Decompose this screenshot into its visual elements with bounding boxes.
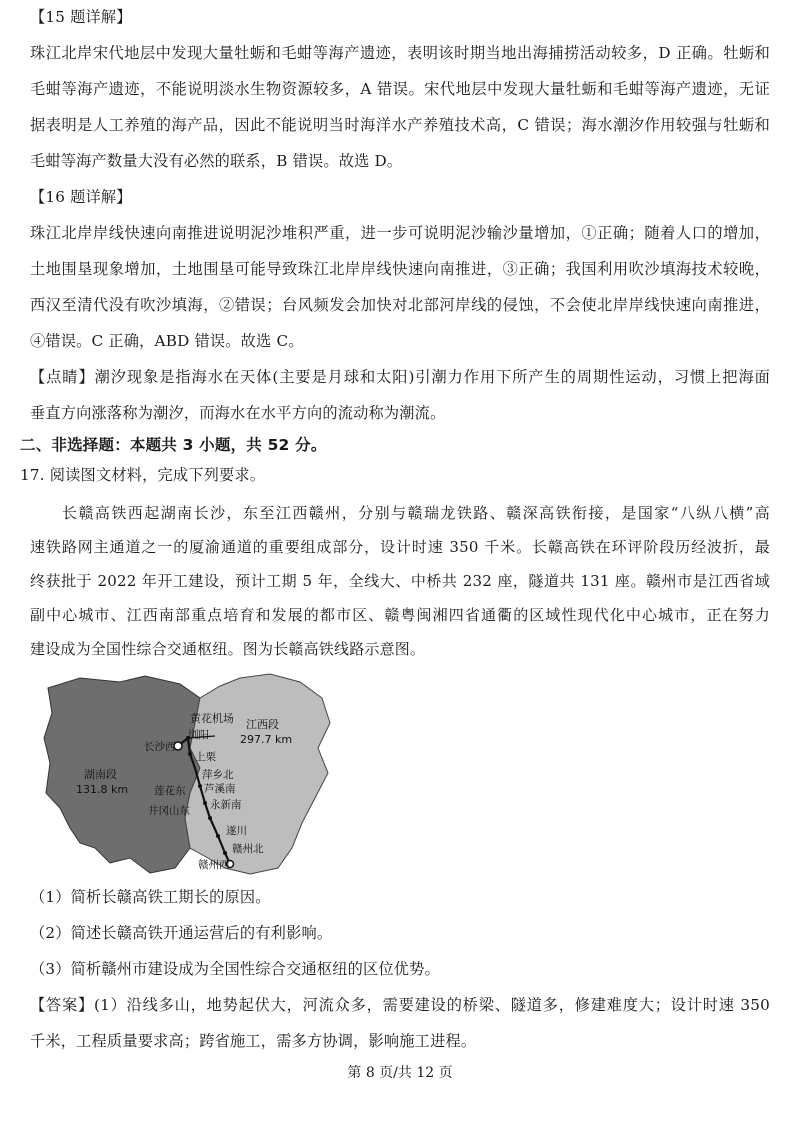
hunan-region — [44, 676, 200, 873]
q17-answer-line-2: 千米，工程质量要求高；跨省施工，需多方协调，影响施工进程。 — [30, 1032, 477, 1050]
q16-line-1: 珠江北岸岸线快速向南推进说明泥沙堆积严重，进一步可说明泥沙输沙量增加，①正确；随着人口的增加， — [30, 224, 770, 242]
map-label-suichuan: 遂川 — [226, 825, 247, 837]
q16-title: 【16 题详解】 — [30, 188, 132, 206]
map-label-jiangxi-length: 297.7 km — [240, 733, 293, 746]
part2-heading: 二、非选择题：本题共 3 小题，共 52 分。 — [20, 436, 327, 454]
pingxiang-marker — [198, 784, 202, 788]
suichuan-marker — [216, 834, 220, 838]
q17-question-1: （1）简析长赣高铁工期长的原因。 — [30, 888, 271, 906]
map-label-liuyang: 浏阳 — [188, 729, 209, 741]
map-label-hunan-length: 131.8 km — [76, 783, 129, 796]
page-footer: 第 8 页/共 12 页 — [347, 1065, 453, 1081]
q17-intro: 17. 阅读图文材料，完成下列要求。 — [20, 466, 266, 484]
map-label-lianhua-east: 莲花东 — [154, 785, 186, 797]
q17-material-line-4: 副中心城市、江西南部重点培育和发展的都市区、赣粤闽湘四省通衢的区域性现代化中心城市，正在努力 — [30, 606, 770, 624]
q15-line-2: 毛蚶等海产遗迹，不能说明淡水生物资源较多，A 错误。宋代地层中发现大量牡蛎和毛蚶等海产遗迹，无证 — [30, 80, 770, 98]
yongxin-marker — [208, 816, 212, 820]
q17-material-line-5: 建设成为全国性综合交通枢纽。图为长赣高铁线路示意图。 — [30, 640, 426, 658]
q17-material-line-1: 长赣高铁西起湖南长沙，东至江西赣州，分别与赣瑞龙铁路、赣深高铁衔接，是国家“八纵八横”高 — [62, 504, 770, 522]
liuyang-marker — [188, 752, 192, 756]
map-label-jinggangshan-east: 井冈山东 — [148, 805, 190, 817]
map-label-shangli: 上栗 — [195, 751, 216, 763]
map-label-changsha-west: 长沙西 — [144, 741, 176, 753]
map-label-pingxiang-north: 萍乡北 — [202, 769, 234, 781]
ganzhou-north-marker — [223, 851, 227, 855]
map-label-huanghua: 黄花机场 — [190, 712, 234, 725]
railway-map-svg — [40, 668, 340, 878]
railway-route-map — [40, 668, 340, 878]
tip-line-1: 【点睛】潮汐现象是指海水在天体(主要是月球和太阳)引潮力作用下所产生的周期性运动，习惯上把海面 — [30, 368, 770, 386]
q15-line-3: 据表明是人工养殖的海产品，因此不能说明当时海洋水产养殖技术高，C 错误；海水潮汐作用较强与牡蛎和 — [30, 116, 770, 134]
q16-line-4: ④错误。C 正确，ABD 错误。故选 C。 — [30, 332, 304, 350]
q17-material-line-2: 速铁路网主通道之一的厦渝通道的重要组成部分，设计时速 350 千米。长赣高铁在环评阶段历经波折，最 — [30, 538, 770, 556]
map-label-luxi-south: 芦溪南 — [204, 783, 236, 795]
q15-line-4: 毛蚶等海产数量大没有必然的联系，B 错误。故选 D。 — [30, 152, 403, 170]
map-label-yongxin-south: 永新南 — [210, 799, 242, 811]
q16-line-3: 西汉至清代没有吹沙填海，②错误；台风频发会加快对北部河岸线的侵蚀，不会使北岸岸线快速向南推进， — [30, 296, 770, 314]
tip-line-2: 垂直方向涨落称为潮汐，而海水在水平方向的流动称为潮流。 — [30, 404, 446, 422]
lianhua-marker — [203, 801, 207, 805]
map-label-hunan: 湖南段 — [84, 768, 117, 781]
q17-question-3: （3）简析赣州市建设成为全国性综合交通枢纽的区位优势。 — [30, 960, 440, 978]
q17-answer-line-1: 【答案】(1）沿线多山，地势起伏大，河流众多，需要建设的桥梁、隧道多，修建难度大；设计时速 350 — [30, 996, 770, 1014]
map-label-ganzhou-north: 赣州北 — [232, 843, 264, 855]
q17-material-line-3: 终获批于 2022 年开工建设，预计工期 5 年，全线大、中桥共 232 座，隧道共 131 座。赣州市是江西省域 — [30, 572, 770, 590]
q17-question-2: （2）简述长赣高铁开通运营后的有利影响。 — [30, 924, 333, 942]
map-label-ganzhou-west: 赣州西 — [198, 859, 230, 871]
q15-line-1: 珠江北岸宋代地层中发现大量牡蛎和毛蚶等海产遗迹，表明该时期当地出海捕捞活动较多，D 正确。牡蛎和 — [30, 44, 770, 62]
map-label-jiangxi: 江西段 — [246, 718, 279, 731]
q15-title: 【15 题详解】 — [30, 8, 132, 26]
q16-line-2: 土地围垦现象增加，土地围垦可能导致珠江北岸岸线快速向南推进，③正确；我国利用吹沙填海技术较晚， — [30, 260, 770, 278]
